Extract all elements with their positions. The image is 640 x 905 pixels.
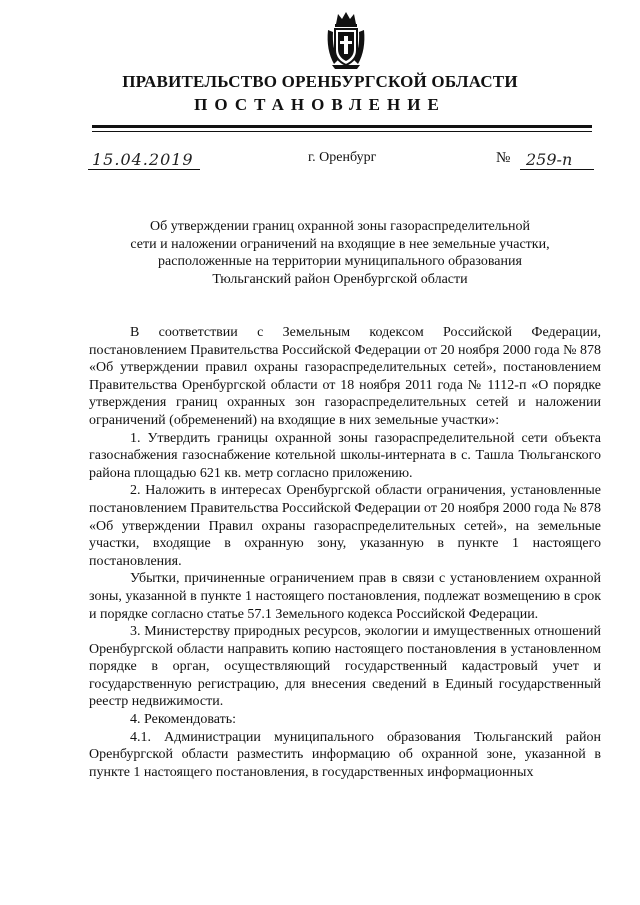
paragraph-item-2: 2. Наложить в интересах Оренбургской области ограничения, установленные постановлением Правительства Российской Федерации от 20 ноября 2000 года № 878 «Об утверждении Правил охраны газораспределительных сетей», на земельные участки, входящие в охранную зону, указанную в пункте 1 настоящего постановления. (89, 483, 601, 569)
document-number: 259-п (520, 150, 594, 170)
document-subject (110, 218, 570, 288)
coat-of-arms-icon (324, 10, 368, 70)
paragraph-item-4: 4. Рекомендовать: (130, 712, 236, 728)
subject-line: сети и наложении ограничений на входящие в нее земельные участки, (130, 236, 550, 252)
document-city: г. Оренбург (308, 150, 377, 165)
header-rule-thick (92, 125, 592, 128)
document-body (89, 324, 601, 781)
paragraph-preamble: В соответствии с Земельным кодексом Российской Федерации, постановлением Правительства Российской Федерации от 20 ноября 2000 года № 878 «Об утверждении правил охраны газораспределительных сетей», постановлением Правительства Оренбургской области от 18 ноября 2011 года № 1112-п «О порядке утверждения границ охранных зон газораспределительных сетей и наложении ограничений (обременений) на входящие в них земельные участки»: (89, 325, 601, 428)
paragraph-item-3: 3. Министерству природных ресурсов, экологии и имущественных отношений Оренбургской области направить копию настоящего постановления в установленном порядке в орган, осуществляющий государственный кадастровый учет и государственную регистрацию, для внесения сведений в Единый государственный реестр недвижимости. (89, 624, 601, 710)
organization-title: ПРАВИТЕЛЬСТВО ОРЕНБУРГСКОЙ ОБЛАСТИ (122, 72, 518, 91)
paragraph-item-1: 1. Утвердить границы охранной зоны газораспределительной сети объекта газоснабжения газоснабжение котельной школы-интерната в с. Ташла Тюльганского района площадью 621 кв. метр согласно приложению. (89, 430, 601, 481)
subject-line: расположенные на территории муниципального образования (158, 254, 522, 270)
subject-line: Об утверждении границ охранной зоны газораспределительной (149, 219, 531, 234)
document-type: ПОСТАНОВЛЕНИЕ (194, 95, 446, 114)
paragraph-losses: Убытки, причиненные ограничением прав в связи с установлением охранной зоны, указанной в пункте 1 настоящего постановления, подлежат возмещению в срок и порядке согласно статье 57.1 Земельного кодекса Российской Федерации. (89, 571, 601, 622)
document-number-label: № (496, 150, 511, 166)
header-rule-thin (92, 131, 592, 132)
paragraph-item-4-1: 4.1. Администрации муниципального образования Тюльганский район Оренбургской области разместить информацию об охранной зоне, указанной в пункте 1 настоящего постановления, в государственных информационных (89, 729, 601, 780)
subject-line: Тюльганский район Оренбургской области (212, 271, 468, 287)
document-date: 15.04.2019 (88, 150, 200, 170)
